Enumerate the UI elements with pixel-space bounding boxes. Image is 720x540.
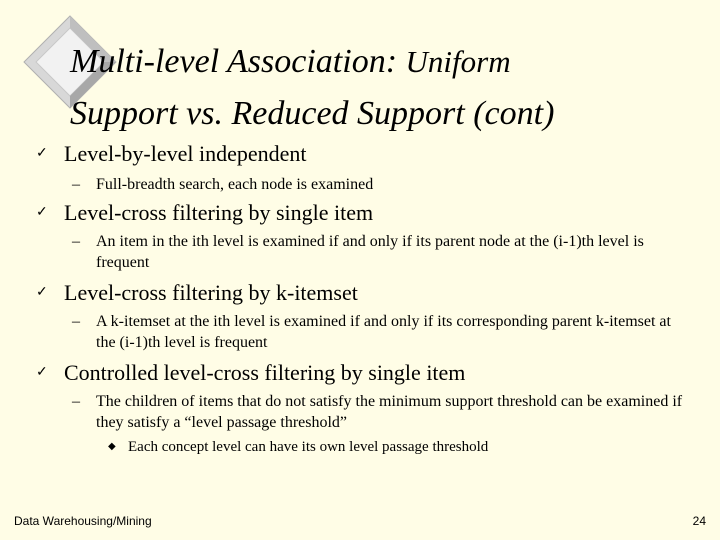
- bullet-3-sub-1: [72, 311, 672, 353]
- title-line2: Support vs. Reduced Support (cont): [70, 95, 555, 132]
- bullet-1-text: Level-by-level independent: [64, 141, 307, 166]
- bullet-3-text: Level-cross filtering by k-itemset: [64, 280, 358, 305]
- bullet-4-subsub-1: [108, 437, 488, 457]
- bullet-2-text: Level-cross filtering by single item: [64, 200, 374, 225]
- dash-bullet-icon: –: [72, 176, 80, 193]
- bullet-2: [36, 200, 373, 226]
- bullet-2-sub-1: [72, 231, 672, 273]
- title-line1-suffix: Uniform: [405, 44, 511, 79]
- bullet-2-sub-1-text: An item in the ith level is examined if and only if its parent node at the (i-1)th level is frequent: [96, 233, 644, 271]
- diamond-bullet-icon: ◆: [108, 441, 116, 452]
- bullet-1-sub-1: [72, 174, 692, 195]
- title-line1-prefix: Multi-level Association:: [70, 43, 406, 80]
- checkmark-bullet-icon: ✓: [36, 146, 48, 161]
- dash-bullet-icon: –: [72, 313, 80, 330]
- bullet-4-sub-1-text: The children of items that do not satisfy the minimum support threshold can be examined if they satisfy a “level passage threshold”: [96, 393, 683, 431]
- bullet-4-subsub-1-text: Each concept level can have its own level passage threshold: [128, 439, 489, 455]
- footer-course: Data Warehousing/Mining: [14, 514, 152, 528]
- bullet-4-text: Controlled level-cross filtering by single item: [64, 360, 466, 385]
- bullet-1-sub-1-text: Full-breadth search, each node is examined: [96, 176, 374, 193]
- dash-bullet-icon: –: [72, 233, 80, 250]
- checkmark-bullet-icon: ✓: [36, 365, 48, 380]
- bullet-4-sub-1: [72, 391, 692, 433]
- bullet-4: [36, 360, 465, 386]
- footer-page-number: 24: [692, 514, 706, 528]
- bullet-3-sub-1-text: A k-itemset at the ith level is examined if and only if its corresponding parent k-itemset at the (i-1)th level is frequent: [96, 313, 671, 351]
- slide-title: [70, 36, 690, 140]
- checkmark-bullet-icon: ✓: [36, 205, 48, 220]
- bullet-1: [36, 141, 307, 167]
- checkmark-bullet-icon: ✓: [36, 285, 48, 300]
- bullet-3: [36, 280, 358, 306]
- dash-bullet-icon: –: [72, 393, 80, 410]
